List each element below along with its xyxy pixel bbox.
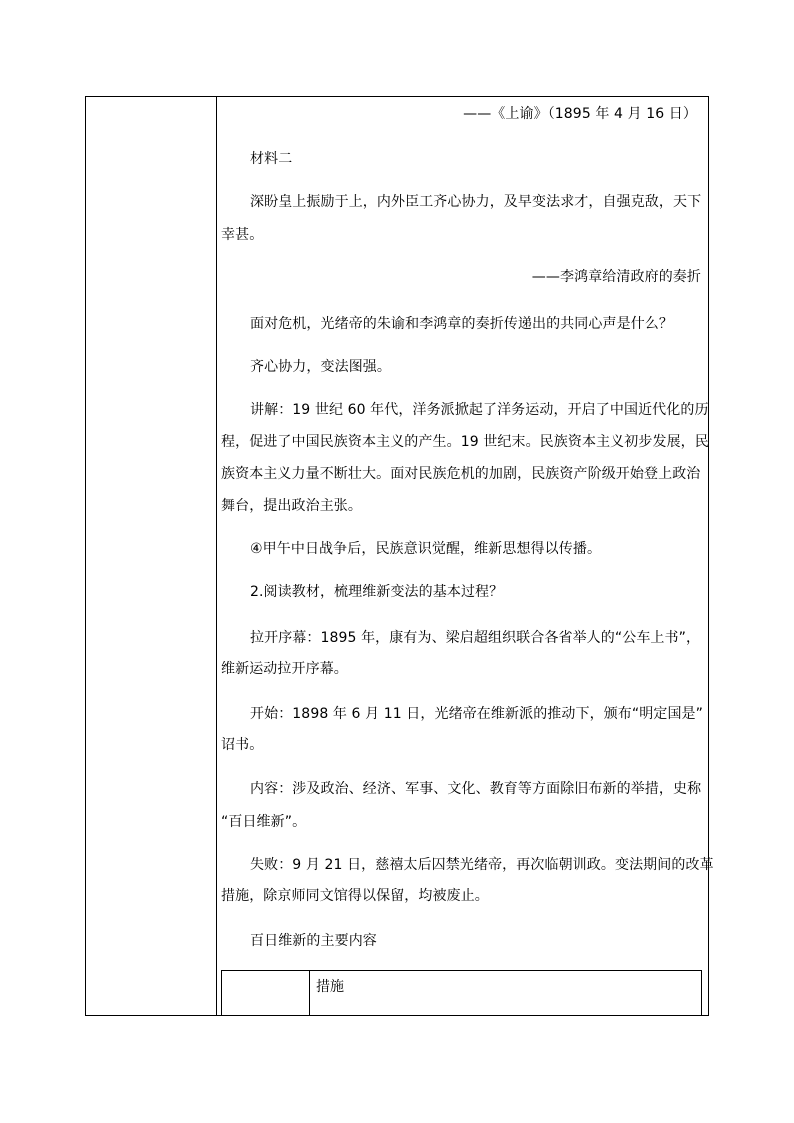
start-line-2: 诏书。 (221, 737, 264, 753)
prelude-line-1: 拉开序幕：1895 年，康有为、梁启超组织联合各省举人的“公车上书”， (250, 630, 701, 646)
question-2: 2.阅读教材，梳理维新变法的基本过程？ (250, 584, 504, 600)
inner-table-divider (309, 971, 310, 1015)
question-1: 面对危机，光绪帝的朱谕和李鸿章的奏折传递出的共同心声是什么？ (250, 316, 673, 332)
failure-line-2: 措施，除京师同文馆得以保留，均被废止。 (221, 888, 489, 904)
prelude-line-2: 维新运动拉开序幕。 (221, 661, 348, 677)
material-2-title: 材料二 (250, 151, 293, 167)
inner-table (221, 970, 702, 1016)
content-line-2: “百日维新”。 (221, 814, 307, 830)
measures-header: 措施 (316, 979, 344, 995)
left-empty-cell (86, 97, 217, 1015)
explanation-line-2: 程，促进了中国民族资本主义的产生。19 世纪末。民族资本主义初步发展，民 (221, 434, 709, 450)
answer-1: 齐心协力，变法图强。 (250, 359, 391, 375)
explanation-line-1: 讲解：19 世纪 60 年代，洋务派掀起了洋务运动，开启了中国近代化的历 (250, 402, 709, 418)
explanation-line-4: 舞台，提出政治主张。 (221, 498, 362, 514)
source-shangyu: ——《上谕》（1895 年 4 月 16 日） (463, 106, 697, 122)
material-2-text-line-1: 深盼皇上振励于上，内外臣工齐心协力，及早变法求才，自强克敌，天下 (250, 194, 702, 210)
content-line-1: 内容：涉及政治、经济、军事、文化、教育等方面除旧布新的举措，史称 (250, 781, 702, 797)
start-line-1: 开始：1898 年 6 月 11 日，光绪帝在维新派的推动下，颁布“明定国是” (250, 706, 704, 722)
material-2-text-line-2: 幸甚。 (221, 227, 264, 243)
failure-line-1: 失败：9 月 21 日，慈禧太后囚禁光绪帝，再次临朝训政。变法期间的改革 (250, 857, 714, 873)
explanation-line-3: 族资本主义力量不断壮大。面对民族危机的加剧，民族资产阶级开始登上政治 (221, 466, 701, 482)
point-4: ④甲午中日战争后，民族意识觉醒，维新思想得以传播。 (250, 541, 602, 557)
table-caption: 百日维新的主要内容 (250, 933, 377, 949)
source-li-hongzhang: ——李鸿章给清政府的奏折 (531, 269, 701, 285)
